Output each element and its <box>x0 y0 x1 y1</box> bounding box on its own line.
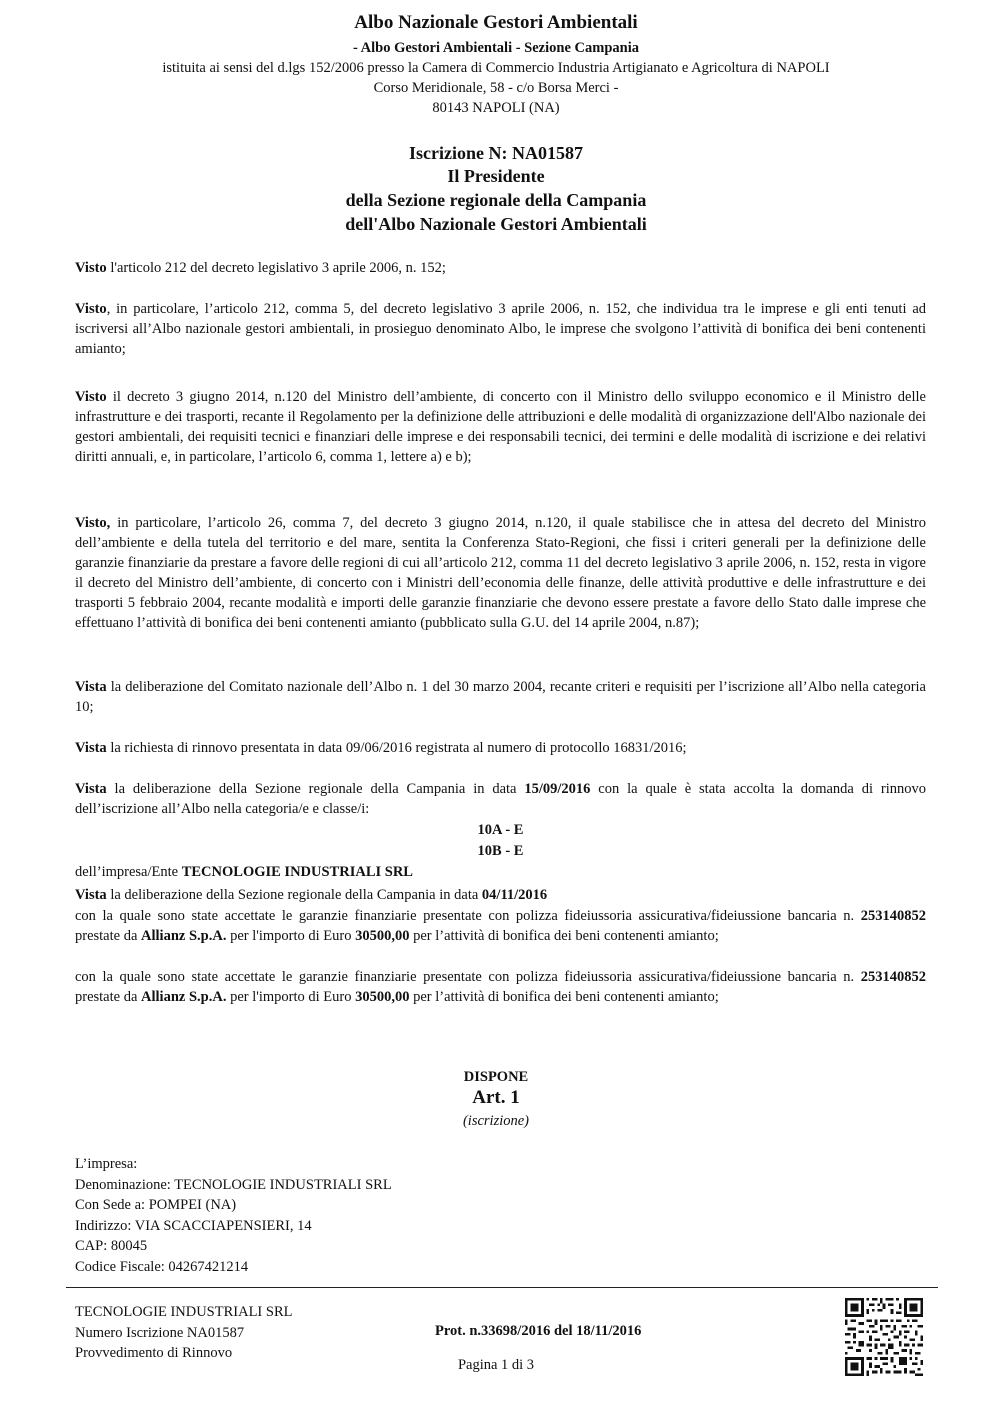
article-heading: Art. 1 <box>472 1087 520 1108</box>
footer-provvedimento: Provvedimento di Rinnovo <box>75 1345 233 1361</box>
renewal-date: 15/09/2016 <box>524 781 591 797</box>
guarantees-text: la deliberazione della Sezione regionale della Campania in data <box>106 887 482 903</box>
renewal-text-post: con la quale è stata accolta la domanda di rinnovo dell’iscrizione all’Albo nella categoria/e e classe/i: <box>75 781 926 817</box>
policy-number: 253140852 <box>860 969 926 985</box>
recital-text: il decreto 3 giugno 2014, n.120 del Ministro dell’ambiente, di concerto con il Ministro dello sviluppo economico e il Ministro delle infrastrutture e dei trasporti, recante il Regolamento per la definizione delle attribuzioni e delle modalità di organizzazione dell'Albo nazionale dei gestori ambientali, dei requisiti tecnici e finanziari delle imprese e dei responsabili tecnici, dei termini e delle modalità di iscrizione e dei relativi diritti annuali, e, in particolare, l’articolo 6, comma 1, lettere a) e b); <box>75 389 926 465</box>
guarantee-text: prestate da <box>75 928 142 944</box>
recital-paragraph <box>75 299 926 359</box>
dispone-heading: DISPONE <box>463 1069 529 1085</box>
recital-text: in particolare, l’articolo 26, comma 7, del decreto 3 giugno 2014, n.120, il quale stabilisce che in attesa del decreto del Ministro dell’ambiente e della tutela del territorio e del mare, sentita la Conferenza Stato-Regioni, che fissi i criteri generali per la definizione delle garanzie finanziarie da prestare a favore delle regioni di cui all’articolo 212, comma 11 del decreto legislativo 3 aprile 2006, n. 152, resta in vigore il decreto del Ministro dell’ambiente, di concerto con i Ministri dell’economia delle finanze, delle attività produttive e delle infrastrutture e dei trasporti 5 febbraio 2004, recante modalità e importi delle garanzie finanziarie che devono essere prestate a favore dello Stato dalle imprese che effettuano l’attività di bonifica dei beni contenenti amianto (pubblicato sulla G.U. del 14 aprile 2004, n.87); <box>75 515 926 631</box>
category-line <box>75 841 926 861</box>
footer-divider <box>66 1287 938 1288</box>
guarantee-amount: 30500,00 <box>355 928 410 944</box>
category-code: 10A - E <box>477 822 524 838</box>
article-subtitle: (iscrizione) <box>462 1113 530 1129</box>
organization-subtitle: - Albo Gestori Ambientali - Sezione Campania <box>353 40 639 56</box>
impresa-label: dell’impresa/Ente <box>75 864 182 880</box>
recital-paragraph <box>75 513 926 633</box>
recital-text: l'articolo 212 del decreto legislativo 3 aprile 2006, n. 152; <box>106 260 446 276</box>
recital-text: , in particolare, l’articolo 212, comma 5, del decreto legislativo 3 aprile 2006, n. 152, che individua tra le imprese e gli enti tenuti ad iscriversi all’Albo nazionale gestori ambientali, in prosieguo denominato Albo, le imprese che svolgono l’attività di bonifica dei beni contenenti amianto; <box>75 301 926 357</box>
renewal-paragraph <box>75 779 926 819</box>
category-code: 10B - E <box>477 843 524 859</box>
recital-lead: Vista <box>75 740 107 756</box>
organization-city: 80143 NAPOLI (NA) <box>432 100 560 116</box>
guarantee-amount: 30500,00 <box>355 989 410 1005</box>
guarantees-intro <box>75 885 926 905</box>
renewal-text-pre: la deliberazione della Sezione regionale della Campania in data <box>106 781 525 797</box>
company-cap: CAP: 80045 <box>75 1238 148 1254</box>
recital-paragraph <box>75 738 926 758</box>
guarantee-text: per l’attività di bonifica dei beni contenenti amianto; <box>409 928 719 944</box>
guarantees-lead: Vista <box>75 887 107 903</box>
guarantee-text: con la quale sono state accettate le garanzie finanziarie presentate con polizza fideiussoria assicurativa/fideiussione bancaria n. <box>75 969 861 985</box>
president-heading: Il Presidente <box>447 166 545 186</box>
insurer-name: Allianz S.p.A. <box>141 989 227 1005</box>
page-number: Pagina 1 di 3 <box>457 1357 535 1373</box>
renewal-lead: Vista <box>75 781 107 797</box>
footer-info <box>75 1302 292 1364</box>
footer-company: TECNOLOGIE INDUSTRIALI SRL <box>75 1304 293 1320</box>
registration-number-heading: Iscrizione N: NA01587 <box>409 143 583 163</box>
company-codice-fiscale: Codice Fiscale: 04267421214 <box>75 1258 249 1275</box>
guarantee-entry <box>75 967 926 1007</box>
impresa-name: TECNOLOGIE INDUSTRIALI SRL <box>181 864 413 880</box>
insurer-name: Allianz S.p.A. <box>141 928 227 944</box>
organization-address: Corso Meridionale, 58 - c/o Borsa Merci - <box>373 80 619 96</box>
footer-registration-number: Numero Iscrizione NA01587 <box>75 1324 245 1341</box>
protocol-number: Prot. n.33698/2016 del 18/11/2016 <box>435 1323 642 1339</box>
recital-text: la deliberazione del Comitato nazionale dell’Albo n. 1 del 30 marzo 2004, recante criteri e requisiti per l’iscrizione all’Albo nella categoria 10; <box>75 679 926 715</box>
category-line <box>75 820 926 840</box>
company-intro: L’impresa: <box>75 1156 138 1172</box>
recital-paragraph <box>75 258 926 278</box>
impresa-line <box>75 862 926 882</box>
recital-paragraph <box>75 677 926 717</box>
organization-line-1: istituita ai sensi del d.lgs 152/2006 presso la Camera di Commercio Industria Artigianato e Agricoltura di NAPOLI <box>162 60 830 76</box>
recital-lead: Vista <box>75 679 107 695</box>
company-sede: Con Sede a: POMPEI (NA) <box>75 1197 237 1213</box>
guarantee-text: prestate da <box>75 989 142 1005</box>
albo-heading: dell'Albo Nazionale Gestori Ambientali <box>345 214 647 234</box>
recital-lead: Visto <box>75 260 107 276</box>
organization-title: Albo Nazionale Gestori Ambientali <box>354 12 638 33</box>
recital-lead: Visto <box>75 389 107 405</box>
guarantee-text: per l'importo di Euro <box>226 989 356 1005</box>
guarantee-text: per l'importo di Euro <box>226 928 356 944</box>
recital-lead: Visto, <box>75 515 111 531</box>
guarantee-text: con la quale sono state accettate le garanzie finanziarie presentate con polizza fideiussoria assicurativa/fideiussione bancaria n. <box>75 908 861 924</box>
recital-lead: Visto <box>75 301 107 317</box>
guarantee-text: per l’attività di bonifica dei beni contenenti amianto; <box>409 989 719 1005</box>
recital-text: la richiesta di rinnovo presentata in data 09/06/2016 registrata al numero di protocollo 16831/2016; <box>106 740 687 756</box>
company-info <box>75 1154 775 1277</box>
guarantee-entry <box>75 906 926 946</box>
company-indirizzo: Indirizzo: VIA SCACCIAPENSIERI, 14 <box>75 1217 312 1234</box>
guarantees-date: 04/11/2016 <box>481 887 548 903</box>
section-heading: della Sezione regionale della Campania <box>345 190 647 210</box>
company-denominazione: Denominazione: TECNOLOGIE INDUSTRIALI SRL <box>75 1176 392 1193</box>
policy-number: 253140852 <box>860 908 926 924</box>
recital-paragraph <box>75 387 926 467</box>
